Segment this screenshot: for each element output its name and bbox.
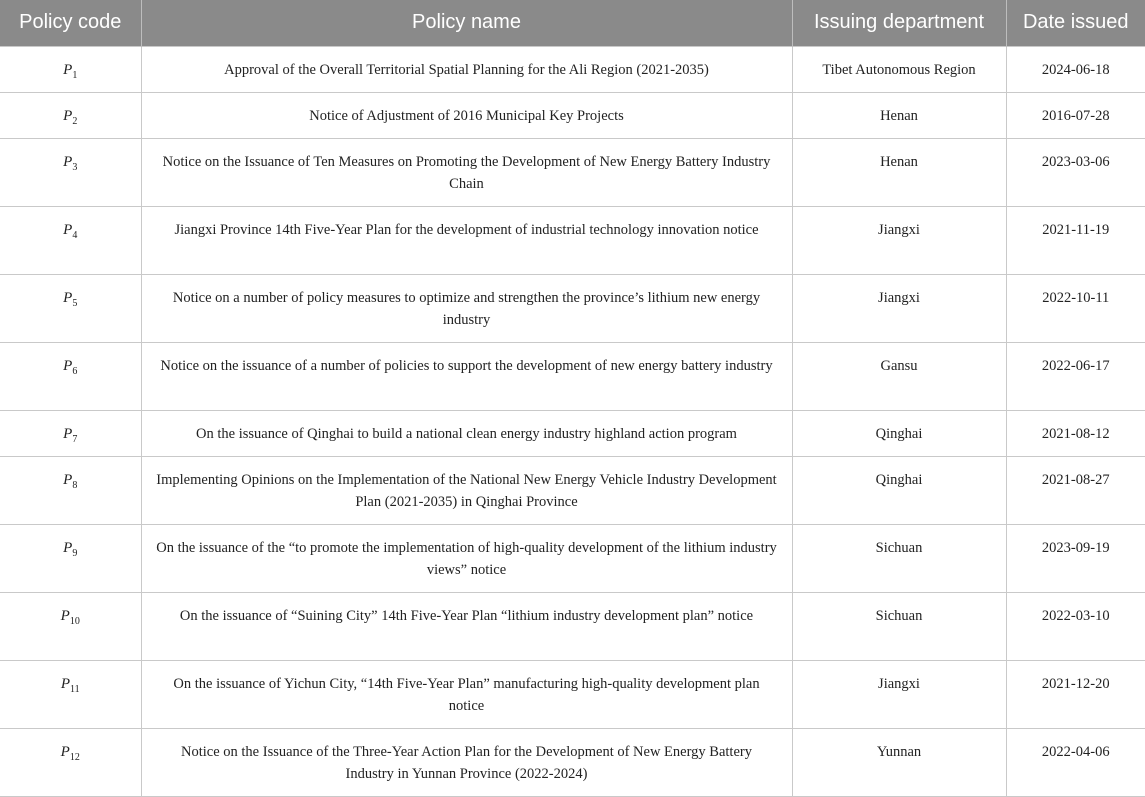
policy-code: $P_{12}$	[0, 728, 141, 796]
date-issued: 2021-11-19	[1006, 206, 1145, 274]
issuing-department: Jiangxi	[792, 660, 1006, 728]
issuing-department: Qinghai	[792, 410, 1006, 456]
table-row	[0, 46, 1145, 92]
policy-name: Approval of the Overall Territorial Spatial Planning for the Ali Region (2021-2035)	[141, 46, 792, 92]
table-row	[0, 206, 1145, 274]
policy-name: On the issuance of “Suining City” 14th Five-Year Plan “lithium industry development plan” notice	[141, 592, 792, 660]
header-issuing-department: Issuing department	[792, 0, 1006, 46]
issuing-department: Jiangxi	[792, 206, 1006, 274]
date-issued: 2022-04-06	[1006, 728, 1145, 796]
table-row	[0, 660, 1145, 728]
table-row	[0, 410, 1145, 456]
issuing-department: Tibet Autonomous Region	[792, 46, 1006, 92]
table-row	[0, 274, 1145, 342]
policy-code: $P_3$	[0, 138, 141, 206]
policy-code: $P_4$	[0, 206, 141, 274]
issuing-department: Sichuan	[792, 592, 1006, 660]
policy-name: On the issuance of Qinghai to build a national clean energy industry highland action program	[141, 410, 792, 456]
policy-code: $P_7$	[0, 410, 141, 456]
table-row	[0, 592, 1145, 660]
policy-name: Notice on the issuance of a number of policies to support the development of new energy battery industry	[141, 342, 792, 410]
policy-name: Notice on the Issuance of the Three-Year Action Plan for the Development of New Energy Battery Industry in Yunnan Province (2022-2024)	[141, 728, 792, 796]
date-issued: 2023-03-06	[1006, 138, 1145, 206]
policy-name: Notice on a number of policy measures to optimize and strengthen the province’s lithium new energy industry	[141, 274, 792, 342]
table-row	[0, 456, 1145, 524]
policy-code: $P_1$	[0, 46, 141, 92]
policy-code: $P_5$	[0, 274, 141, 342]
date-issued: 2021-08-27	[1006, 456, 1145, 524]
date-issued: 2022-06-17	[1006, 342, 1145, 410]
table-row	[0, 342, 1145, 410]
header-policy-code: Policy code	[0, 0, 141, 46]
issuing-department: Gansu	[792, 342, 1006, 410]
policy-code: $P_6$	[0, 342, 141, 410]
policy-name: Notice on the Issuance of Ten Measures on Promoting the Development of New Energy Battery Industry Chain	[141, 138, 792, 206]
table-row	[0, 92, 1145, 138]
issuing-department: Jiangxi	[792, 274, 1006, 342]
date-issued: 2023-09-19	[1006, 524, 1145, 592]
table-row	[0, 728, 1145, 796]
policy-code: $P_9$	[0, 524, 141, 592]
header-row	[0, 0, 1145, 46]
table-row	[0, 138, 1145, 206]
date-issued: 2021-12-20	[1006, 660, 1145, 728]
date-issued: 2021-08-12	[1006, 410, 1145, 456]
date-issued: 2024-06-18	[1006, 46, 1145, 92]
issuing-department: Henan	[792, 92, 1006, 138]
policy-name: Jiangxi Province 14th Five-Year Plan for the development of industrial technology innovation notice	[141, 206, 792, 274]
date-issued: 2022-10-11	[1006, 274, 1145, 342]
issuing-department: Yunnan	[792, 728, 1006, 796]
policy-name: On the issuance of the “to promote the implementation of high-quality development of the lithium industry views” notice	[141, 524, 792, 592]
policy-name: On the issuance of Yichun City, “14th Five-Year Plan” manufacturing high-quality development plan notice	[141, 660, 792, 728]
policy-name: Notice of Adjustment of 2016 Municipal Key Projects	[141, 92, 792, 138]
date-issued: 2022-03-10	[1006, 592, 1145, 660]
issuing-department: Qinghai	[792, 456, 1006, 524]
policy-code: $P_{10}$	[0, 592, 141, 660]
header-policy-name: Policy name	[141, 0, 792, 46]
policy-name: Implementing Opinions on the Implementation of the National New Energy Vehicle Industry Development Plan (2021-2035) in Qinghai Province	[141, 456, 792, 524]
policy-code: $P_2$	[0, 92, 141, 138]
policy-code: $P_{11}$	[0, 660, 141, 728]
issuing-department: Sichuan	[792, 524, 1006, 592]
table-row	[0, 524, 1145, 592]
header-date-issued: Date issued	[1006, 0, 1145, 46]
issuing-department: Henan	[792, 138, 1006, 206]
date-issued: 2016-07-28	[1006, 92, 1145, 138]
policy-code: $P_8$	[0, 456, 141, 524]
